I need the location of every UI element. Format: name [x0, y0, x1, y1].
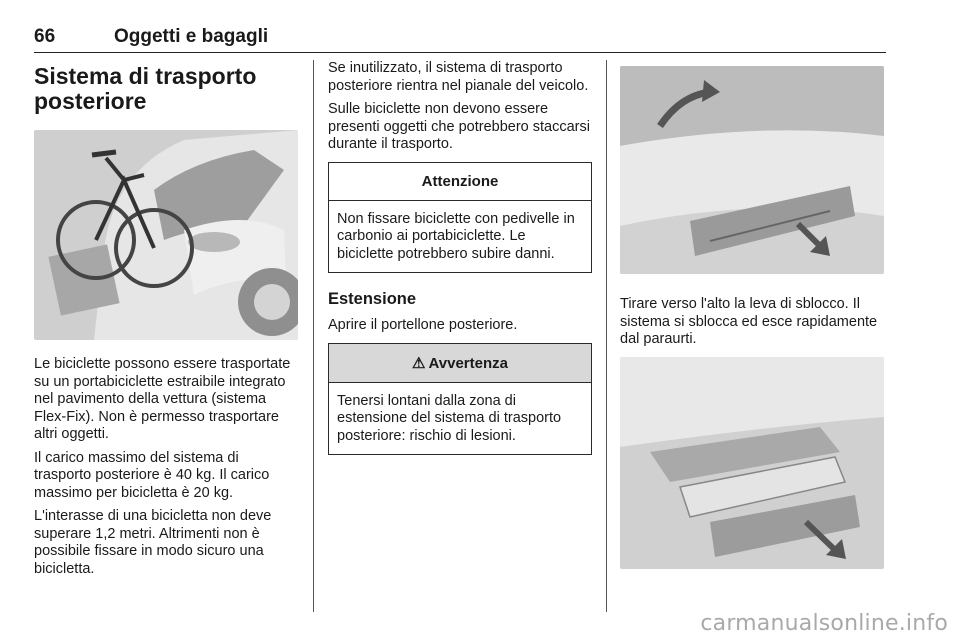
right-column — [620, 60, 886, 569]
caption: Tirare verso l'alto la leva di sblocco. Il sistema si sblocca ed esce rapidamente dal paraurti. — [620, 296, 878, 347]
body-paragraph: Aprire il portellone posteriore. — [328, 317, 518, 333]
body-paragraph: Sulle biciclette non devono essere presenti oggetti che potrebbero staccarsi durante il trasporto. — [328, 101, 590, 152]
page-number: 66 — [34, 26, 56, 47]
warning-triangle-icon: ⚠ — [412, 354, 426, 372]
body-paragraph: Il carico massimo del sistema di trasporto posteriore è 40 kg. Il carico massimo per bicicletta è 20 kg. — [34, 449, 270, 501]
warning-title: Avvertenza — [428, 354, 508, 372]
left-column — [34, 60, 299, 584]
body-paragraph: Se inutilizzato, il sistema di trasporto posteriore rientra nel pianale del veicolo. — [328, 60, 589, 94]
caution-title: Attenzione — [329, 163, 591, 201]
subsection-title: Estensione — [328, 290, 417, 308]
release-lever-illustration — [620, 66, 884, 274]
warning-box — [328, 343, 592, 456]
rack-extended-illustration — [620, 357, 884, 569]
section-title: Sistema di trasporto posteriore — [34, 63, 257, 114]
body-paragraph: Le biciclette possono essere trasportate su un portabiciclette estraibile integrato nel pavimento della vettura (sistema Flex-Fix). Non è permesso trasportare altri oggetti. — [34, 356, 291, 442]
column-divider — [313, 60, 314, 612]
chapter-title: Oggetti e bagagli — [114, 26, 269, 47]
warning-header — [329, 344, 591, 383]
bike-rack-illustration — [34, 130, 298, 340]
caution-text: Non fissare biciclette con pedivelle in carbonio ai portabiciclette. Le biciclette potrebbero subire danni. — [337, 210, 575, 262]
caution-box — [328, 162, 592, 274]
body-paragraph: L'interasse di una bicicletta non deve superare 1,2 metri. Altrimenti non è possibile fissare in modo sicuro una bicicletta. — [34, 508, 272, 577]
watermark: carmanualsonline.info — [700, 611, 948, 636]
page-header — [34, 20, 886, 53]
column-divider — [606, 60, 607, 612]
warning-text: Tenersi lontani dalla zona di estensione del sistema di trasporto posteriore: rischio di lesioni. — [337, 392, 562, 444]
middle-column — [328, 60, 592, 455]
